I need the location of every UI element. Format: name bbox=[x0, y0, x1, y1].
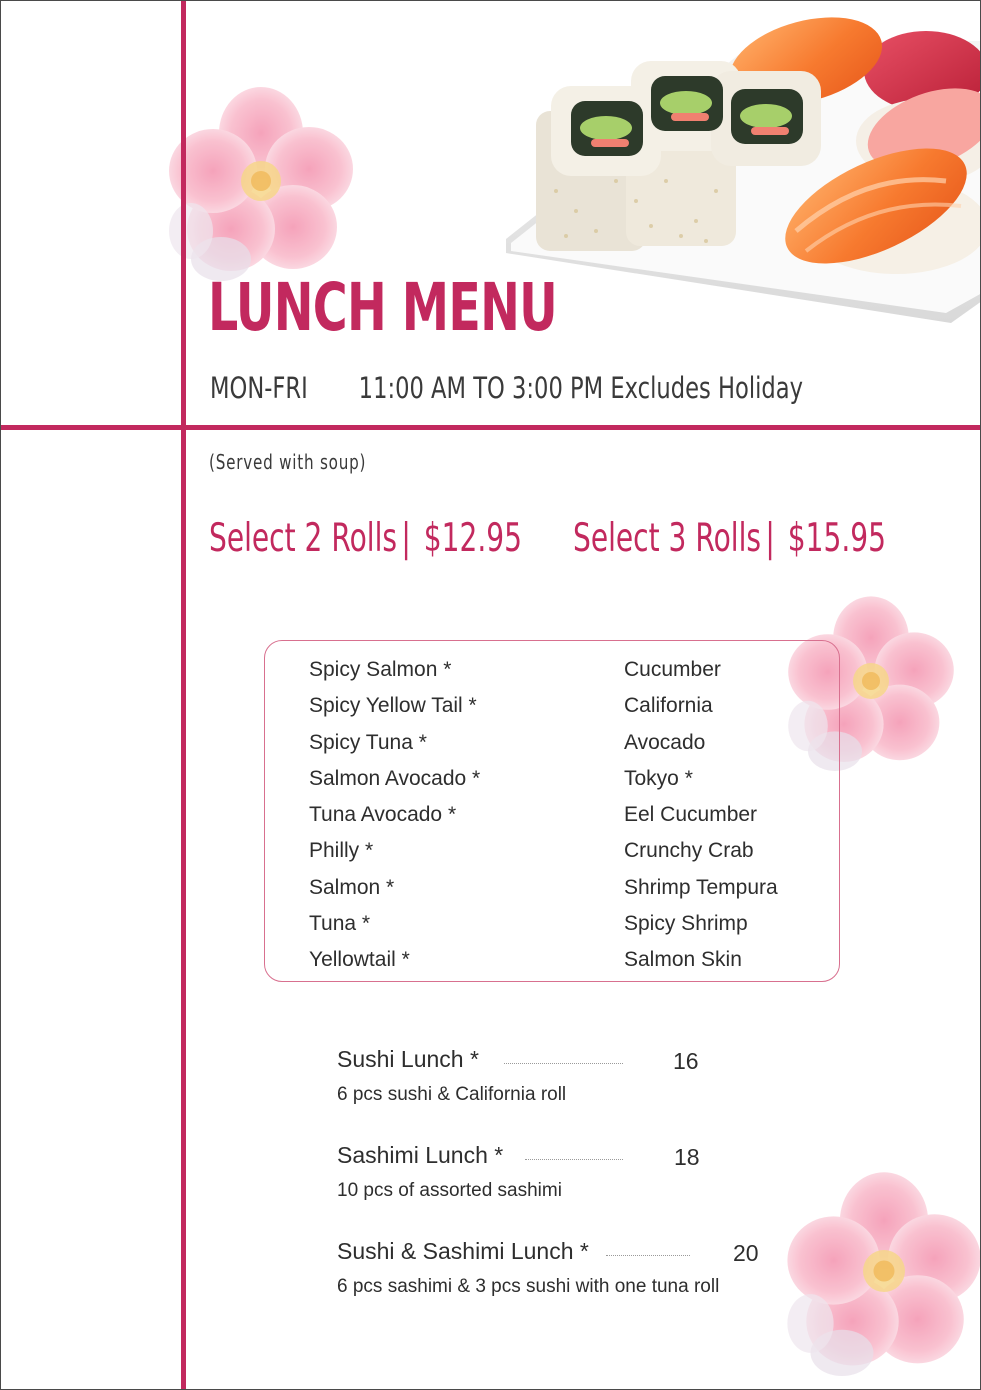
horizontal-divider bbox=[1, 425, 981, 430]
lunch-item-price: 20 bbox=[733, 1240, 759, 1266]
roll-item: Tuna * bbox=[309, 912, 371, 936]
roll-item: Spicy Tuna * bbox=[309, 730, 427, 754]
lunch-item-price: 18 bbox=[674, 1144, 700, 1170]
roll-item: Spicy Salmon * bbox=[309, 658, 452, 681]
lunch-item-sashimi bbox=[337, 1142, 797, 1212]
roll-item: Salmon Skin bbox=[624, 948, 742, 972]
roll-item: Eel Cucumber bbox=[624, 803, 758, 827]
lunch-item-description: 6 pcs sushi & California roll bbox=[337, 1084, 567, 1105]
roll-item: Spicy Yellow Tail * bbox=[309, 694, 477, 718]
roll-item: Spicy Shrimp bbox=[624, 912, 748, 936]
roll-item: Tuna Avocado * bbox=[309, 803, 457, 827]
roll-item: Avocado bbox=[624, 730, 706, 754]
days-label: MON-FRI bbox=[210, 371, 308, 405]
lunch-item-sushi-sashimi bbox=[337, 1238, 797, 1308]
sushi-photo bbox=[506, 1, 981, 331]
lunch-item-name: Sashimi Lunch * bbox=[337, 1142, 504, 1168]
roll-item: Tokyo * bbox=[624, 766, 693, 790]
deal-label: Select 2 Rolls bbox=[209, 516, 398, 561]
deal-label: Select 3 Rolls bbox=[573, 516, 762, 561]
rolls-list-left bbox=[309, 652, 480, 979]
roll-item: Cucumber bbox=[624, 658, 721, 681]
roll-item: Salmon Avocado * bbox=[309, 766, 481, 790]
dot-leader bbox=[504, 1063, 623, 1064]
dot-leader bbox=[606, 1255, 690, 1256]
deal-price: $15.95 bbox=[787, 516, 887, 561]
lunch-item-price: 16 bbox=[673, 1048, 699, 1074]
pink-flower-image bbox=[161, 81, 361, 281]
deal-select-2-rolls bbox=[209, 516, 522, 561]
lunch-item-sushi bbox=[337, 1046, 797, 1116]
rolls-list-right bbox=[624, 652, 778, 979]
dot-leader bbox=[525, 1159, 623, 1160]
lunch-item-name: Sushi Lunch * bbox=[337, 1046, 479, 1072]
vertical-divider bbox=[181, 1, 186, 1390]
roll-item: Shrimp Tempura bbox=[624, 875, 778, 899]
hours-label: 11:00 AM TO 3:00 PM Excludes Holiday bbox=[358, 371, 803, 405]
pink-flower-image bbox=[779, 1161, 981, 1381]
roll-item: California bbox=[624, 694, 713, 718]
lunch-item-description: 6 pcs sashimi & 3 pcs sushi with one tuna roll bbox=[337, 1276, 720, 1297]
roll-item: Crunchy Crab bbox=[624, 839, 754, 863]
lunch-item-description: 10 pcs of assorted sashimi bbox=[337, 1180, 562, 1201]
deal-price: $12.95 bbox=[423, 516, 523, 561]
lunch-hours bbox=[210, 371, 803, 405]
roll-item: Salmon * bbox=[309, 875, 395, 899]
lunch-item-name: Sushi & Sashimi Lunch * bbox=[337, 1238, 589, 1264]
deal-select-3-rolls bbox=[573, 516, 886, 561]
roll-item: Philly * bbox=[309, 839, 374, 863]
served-note: (Served with soup) bbox=[209, 450, 367, 474]
page-title: LUNCH MENU bbox=[208, 269, 558, 346]
roll-item: Yellowtail * bbox=[309, 948, 410, 972]
deal-separator: | bbox=[401, 516, 411, 561]
deal-separator: | bbox=[765, 516, 775, 561]
